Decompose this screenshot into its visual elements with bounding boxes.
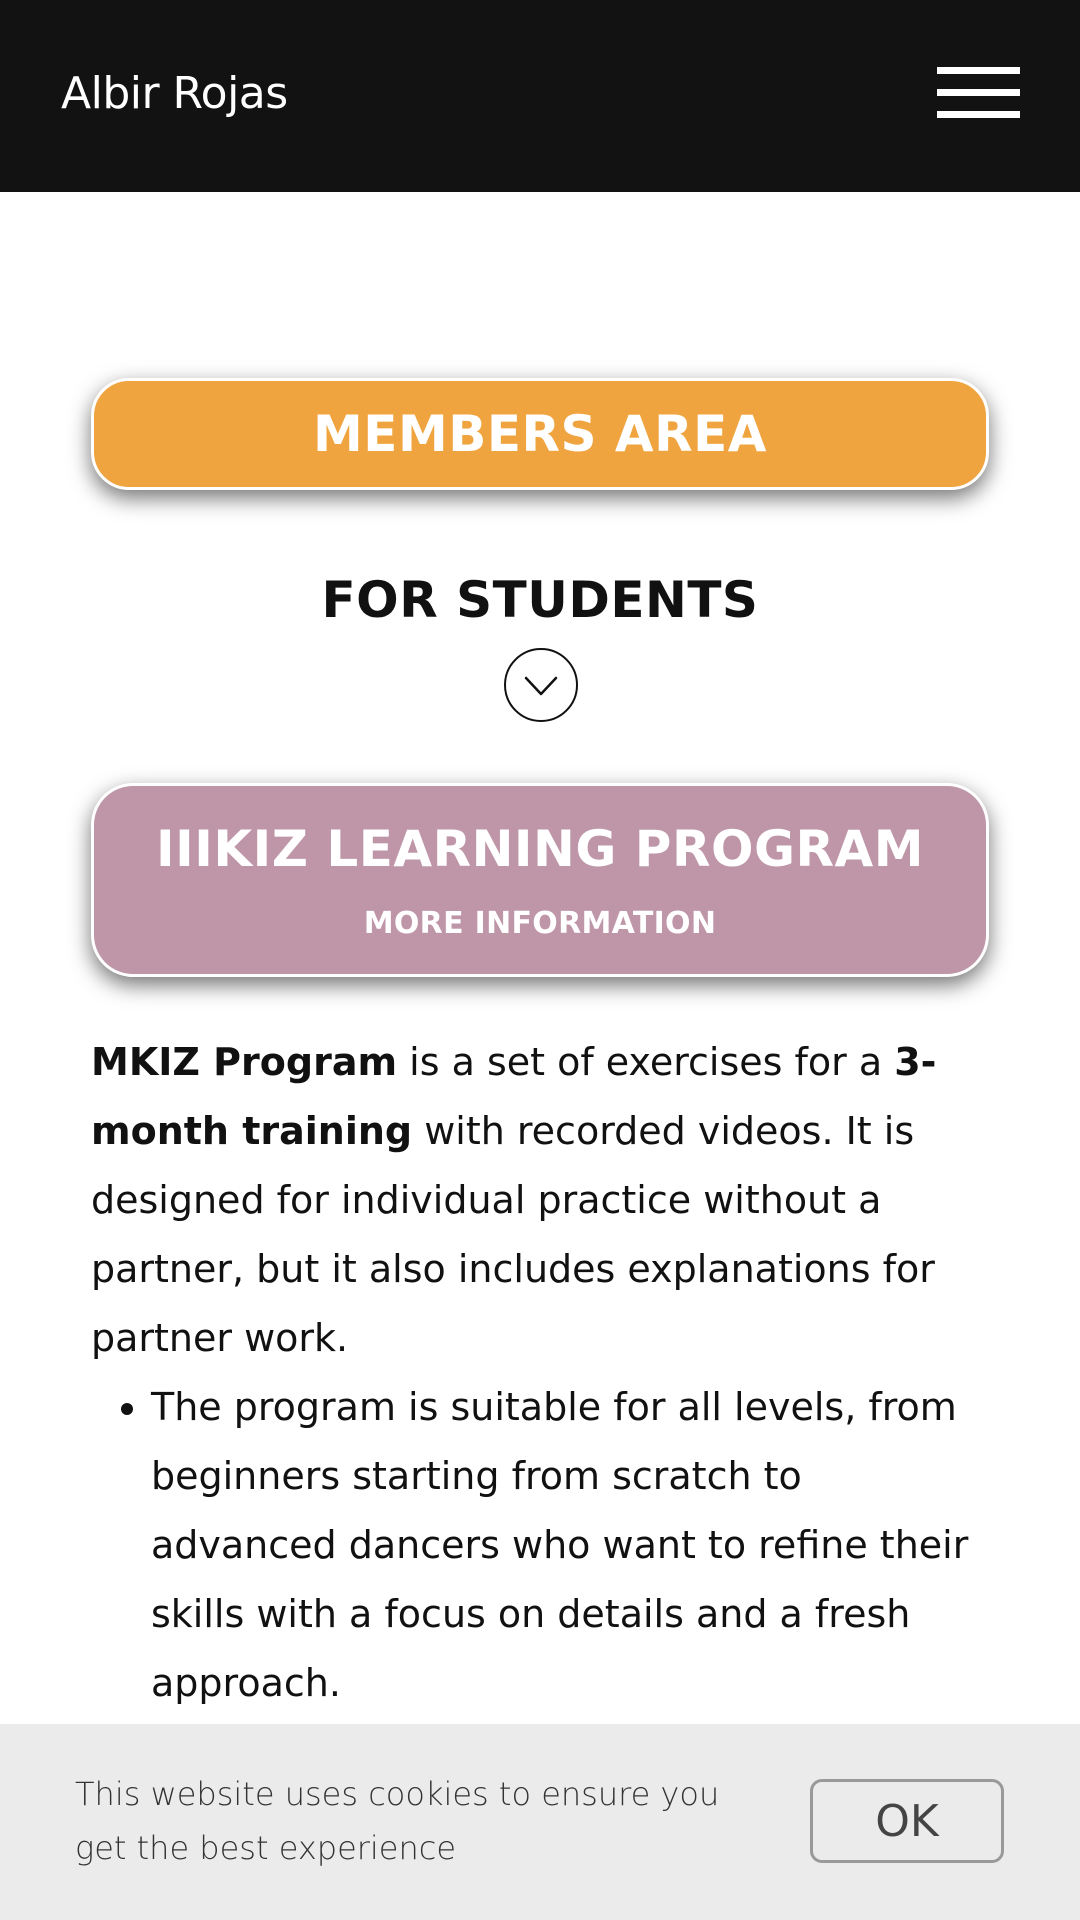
members-area-button[interactable] <box>91 378 989 490</box>
menu-bar <box>937 67 1020 74</box>
intro-bold-program: MKIZ Program <box>91 1040 398 1084</box>
intro-bold-duration: 3-month training <box>91 1040 937 1153</box>
site-title[interactable]: Albir Rojas <box>61 68 288 119</box>
menu-bar <box>937 89 1020 96</box>
intro-text: is a set of exercises for a <box>397 1040 895 1084</box>
intro-paragraph <box>91 1028 971 1373</box>
program-title: IIIKIZ LEARNING PROGRAM <box>156 820 924 878</box>
menu-bar <box>937 111 1020 118</box>
hamburger-menu-icon[interactable] <box>934 64 1020 124</box>
learning-program-button[interactable] <box>91 783 989 977</box>
cookie-message: This website uses cookies to ensure you get the best experience <box>75 1775 720 1867</box>
intro-text: with recorded videos. It is designed for individual practice without a partner, but it also includes explanations for partner work. <box>91 1109 935 1360</box>
program-bullets <box>91 1373 971 1718</box>
section-title: FOR STUDENTS <box>321 571 759 629</box>
site-header <box>0 0 1080 192</box>
chevron-down-circle-icon[interactable] <box>504 648 578 722</box>
program-description <box>91 1028 971 1718</box>
cookie-banner <box>0 1724 1080 1920</box>
list-item: • The program is suitable for all levels, from beginners starting from scratch to advanced dancers who want to refine their skills with a focus on details and a fresh approach. <box>151 1373 971 1718</box>
more-information-link[interactable]: MORE INFORMATION <box>363 906 717 941</box>
cookie-ok-button[interactable]: OK <box>810 1779 1004 1863</box>
members-area-label: MEMBERS AREA <box>313 405 767 463</box>
